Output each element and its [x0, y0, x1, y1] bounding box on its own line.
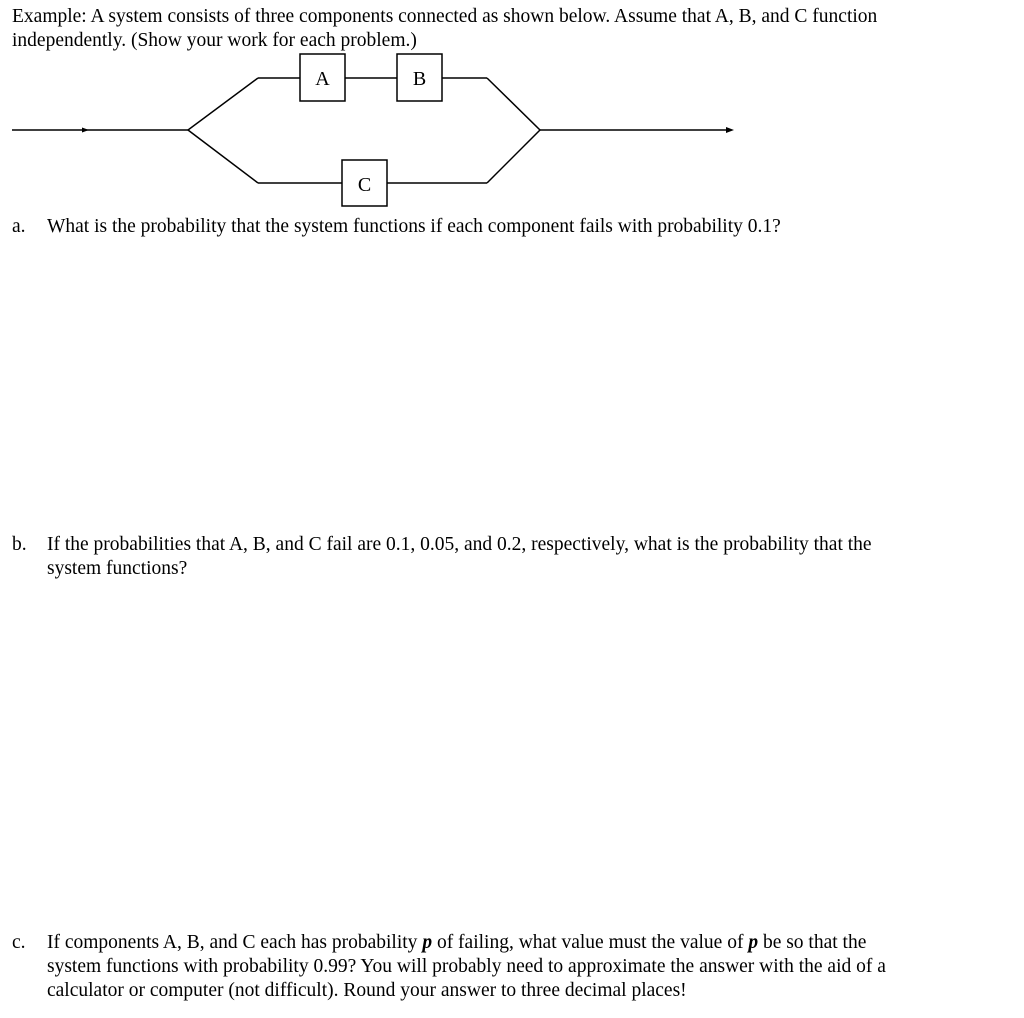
question-c-line-3: calculator or computer (not difficult). Round your answer to three decimal places! [47, 980, 687, 1001]
intro-line-2: independently. (Show your work for each problem.) [12, 30, 417, 51]
intro-line-1: Example: A system consists of three components connected as shown below. Assume that A, B, and C function [12, 6, 878, 27]
question-c-line-1-part-a: If components A, B, and C each has probability [47, 932, 423, 953]
question-c-label: c. [12, 932, 26, 953]
question-c-line-2: system functions with probability 0.99? You will probably need to approximate the answer with the aid of a [47, 956, 886, 977]
variable-p: p [422, 932, 433, 953]
output-arrowhead [726, 127, 734, 133]
component-b [397, 54, 442, 101]
question-c-line-1-part-b: of failing, what value must the value of [432, 932, 749, 953]
input-arrowhead [82, 128, 89, 133]
question-b-line-1: If the probabilities that A, B, and C fail are 0.1, 0.05, and 0.2, respectively, what is the probability that the [47, 534, 872, 555]
question-b-line-2: system functions? [47, 558, 188, 579]
variable-p-2: p [748, 932, 759, 953]
question-c-line-1-part-c: be so that the [758, 932, 867, 953]
question-a [12, 215, 1012, 239]
component-b-label: B [412, 68, 427, 90]
question-c [12, 931, 1012, 1003]
question-c-line-1 [47, 931, 1012, 955]
upper-right-branch [487, 78, 540, 130]
lower-right-branch [487, 130, 540, 183]
lower-left-branch [188, 130, 258, 183]
question-a-label: a. [12, 216, 26, 237]
component-c-label: C [357, 174, 372, 196]
question-b [12, 533, 1012, 581]
system-diagram [0, 0, 1024, 215]
component-a [300, 54, 345, 101]
component-c [342, 160, 387, 206]
question-a-line-1: What is the probability that the system functions if each component fails with probability 0.1? [47, 216, 781, 237]
component-a-label: A [315, 68, 330, 90]
question-b-label: b. [12, 534, 27, 555]
upper-left-branch [188, 78, 258, 130]
